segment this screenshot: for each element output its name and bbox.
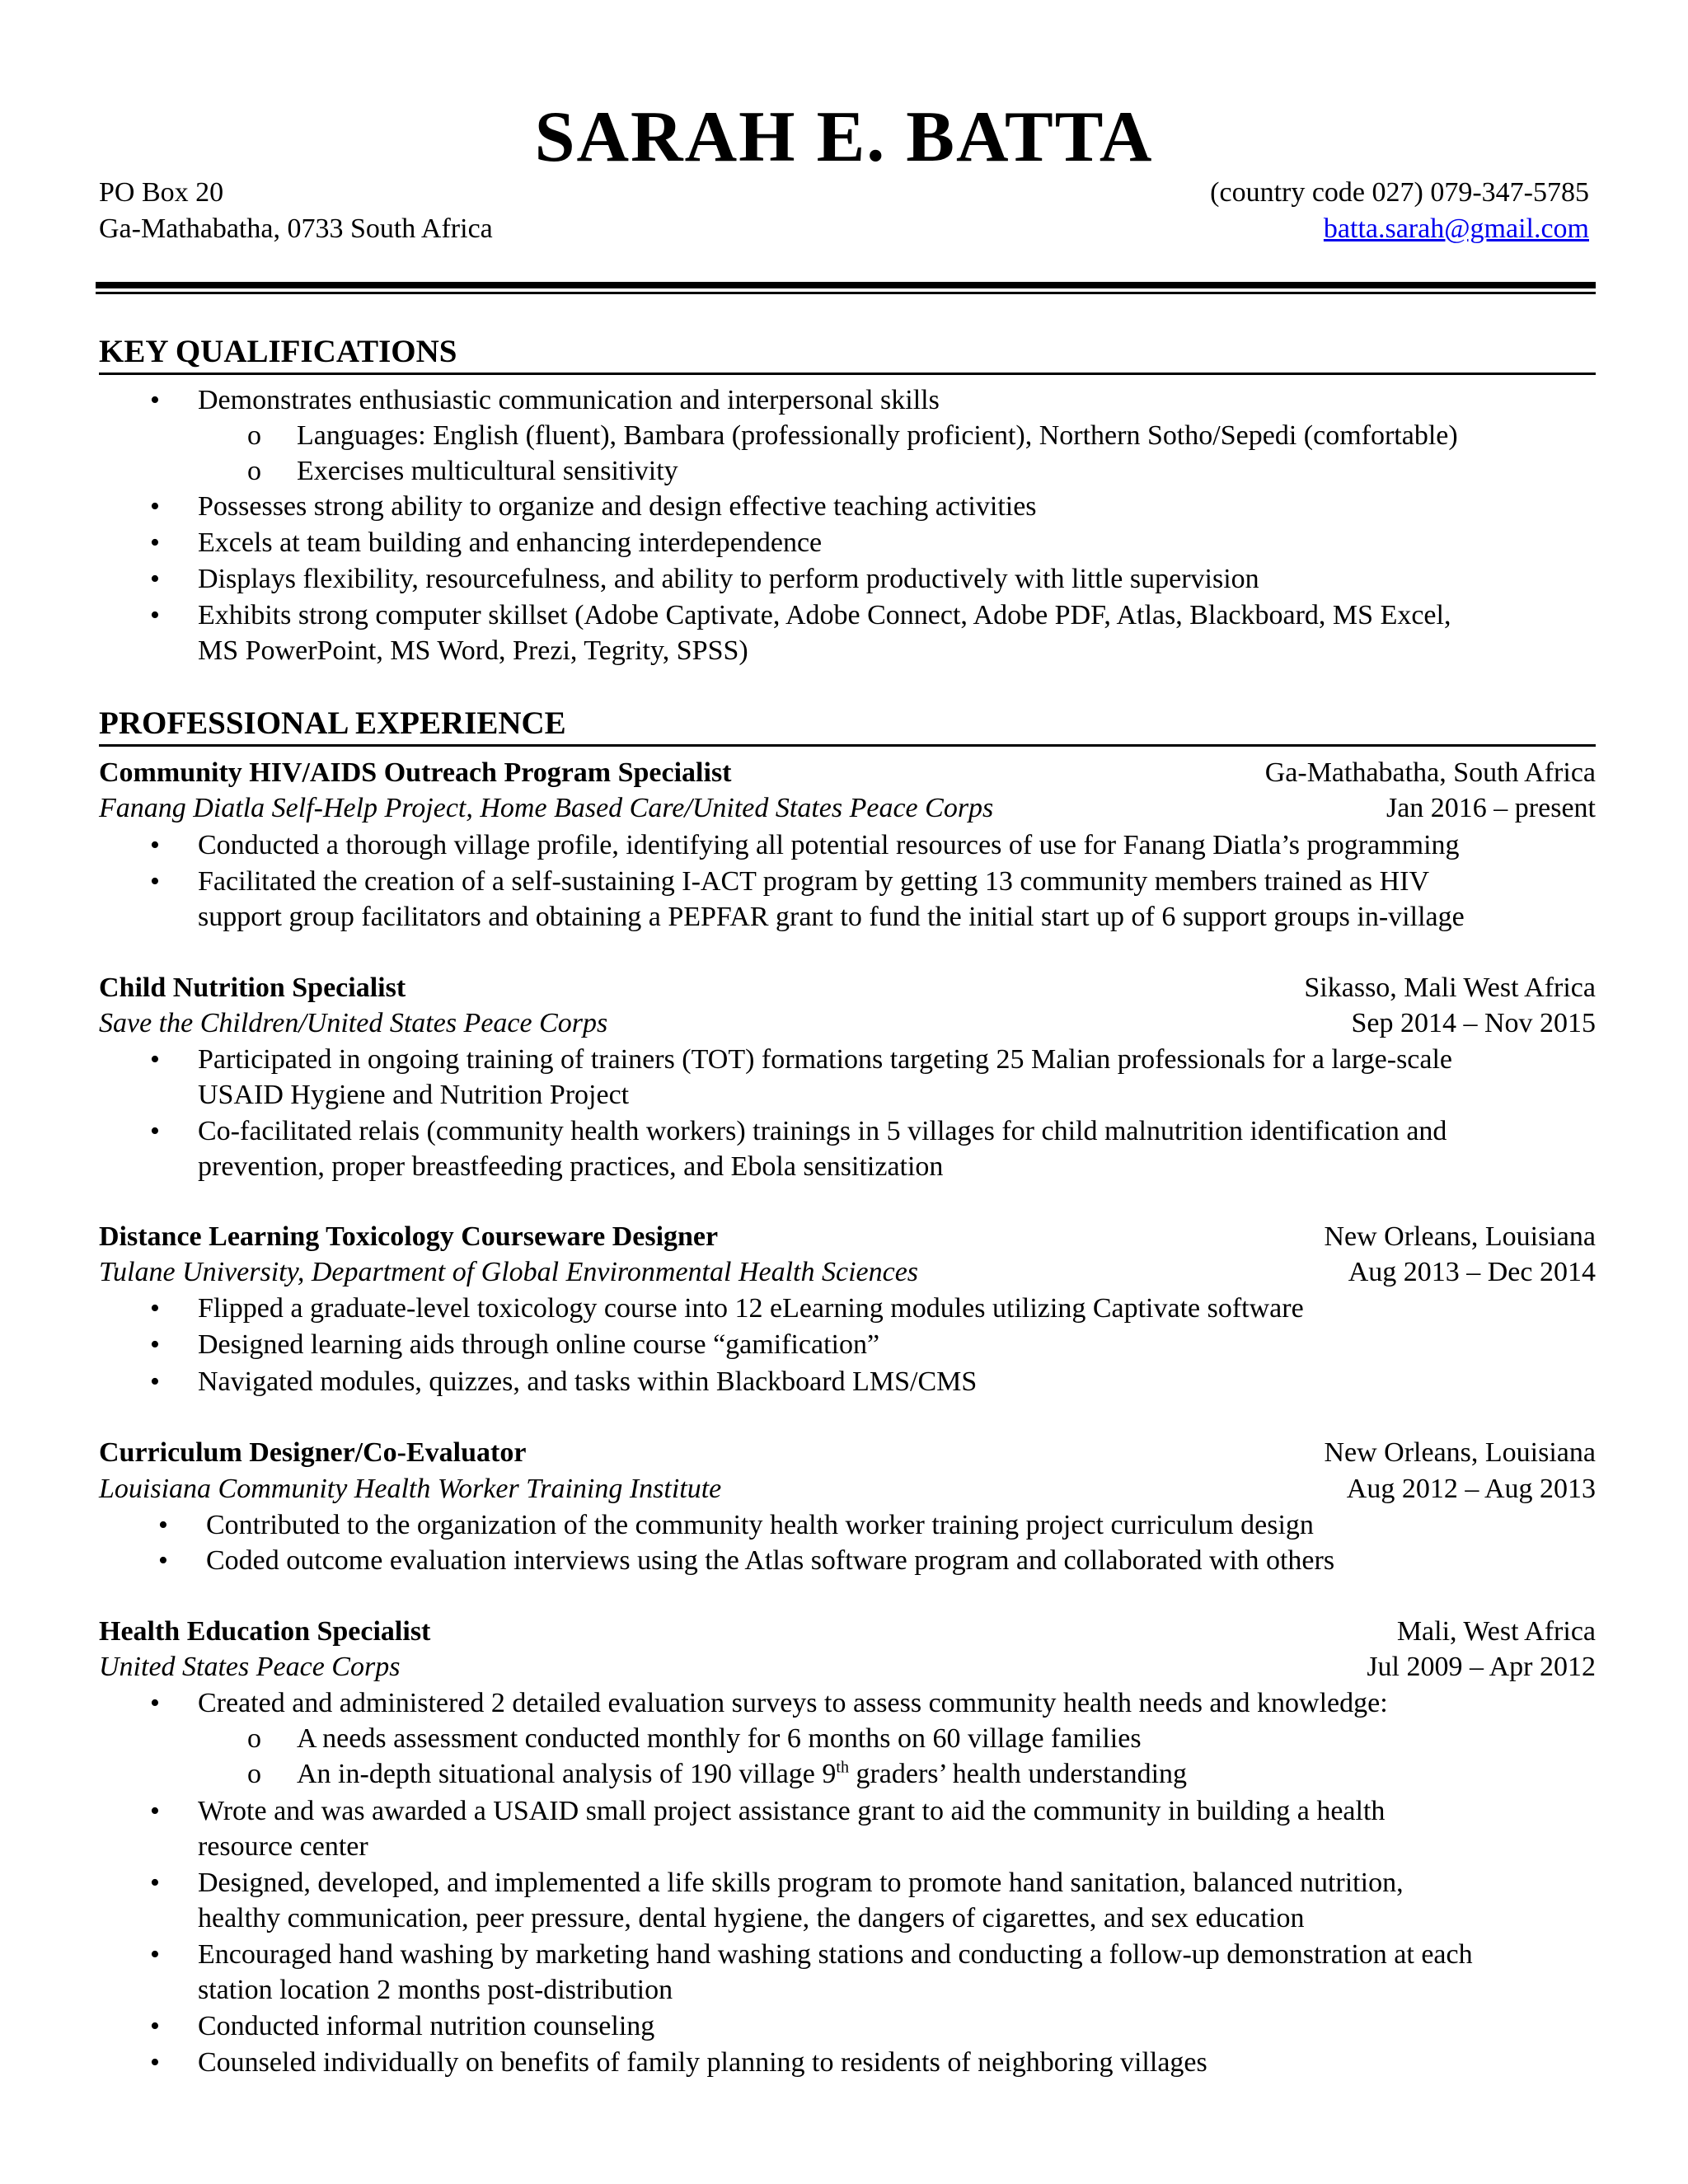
qualification-item: Excels at team building and enhancing interdependence [198, 527, 823, 558]
job-dates: Jan 2016 – present [1386, 793, 1596, 823]
job-title: Health Education Specialist [99, 1616, 431, 1647]
job-duty: Coded outcome evaluation interviews using the Atlas software program and collaborated with others [206, 1545, 1335, 1576]
header-divider-thin [96, 292, 1596, 294]
job-dates: Sep 2014 – Nov 2015 [1351, 1008, 1596, 1038]
job-duty: Co-facilitated relais (community health workers) trainings in 5 villages for child malnutrition identification and [198, 1116, 1447, 1146]
sub-bullet: o [247, 1723, 261, 1754]
qualification-item: Possesses strong ability to organize and design effective teaching activities [198, 491, 1037, 522]
job-duty-subitem [297, 1756, 1187, 1793]
job-organization: United States Peace Corps [99, 1652, 401, 1682]
job-location: New Orleans, Louisiana [1324, 1221, 1596, 1252]
job-dates: Aug 2013 – Dec 2014 [1348, 1257, 1596, 1287]
job-duty: Created and administered 2 detailed evaluation surveys to assess community health needs and knowledge: [198, 1688, 1388, 1718]
job-organization: Louisiana Community Health Worker Training Institute [99, 1474, 722, 1504]
job-title: Child Nutrition Specialist [99, 972, 406, 1003]
job-organization: Fanang Diatla Self-Help Project, Home Based Care/United States Peace Corps [99, 793, 994, 823]
bullet: • [150, 1939, 160, 1970]
bullet: • [150, 1329, 160, 1360]
bullet: • [150, 564, 160, 594]
qualification-item: Exhibits strong computer skillset (Adobe Captivate, Adobe Connect, Adobe PDF, Atlas, Blackboard, MS Excel, [198, 600, 1451, 630]
bullet: • [150, 1688, 160, 1718]
job-duty: Contributed to the organization of the community health worker training project curriculum design [206, 1510, 1314, 1540]
duty-text-continued: graders’ health understanding [848, 1759, 1188, 1789]
header-divider-thick [96, 282, 1596, 288]
job-location: Sikasso, Mali West Africa [1304, 972, 1596, 1003]
job-duty: Designed, developed, and implemented a life skills program to promote hand sanitation, balanced nutrition, [198, 1868, 1404, 1898]
job-duty: Conducted a thorough village profile, identifying all potential resources of use for Fanang Diatla’s programming [198, 830, 1460, 860]
qualification-item-continued: MS PowerPoint, MS Word, Prezi, Tegrity, SPSS) [198, 635, 748, 666]
qualification-item: Displays flexibility, resourcefulness, and ability to perform productively with little supervision [198, 564, 1259, 594]
job-duty-subitem: A needs assessment conducted monthly for 6 months on 60 village families [297, 1723, 1142, 1754]
job-duty-continued: resource center [198, 1831, 368, 1862]
qualification-subitem: Exercises multicultural sensitivity [297, 456, 678, 486]
bullet: • [158, 1510, 168, 1540]
job-duty: Navigated modules, quizzes, and tasks within Blackboard LMS/CMS [198, 1366, 978, 1397]
bullet: • [158, 1545, 168, 1576]
bullet: • [150, 2047, 160, 2078]
job-dates: Aug 2012 – Aug 2013 [1346, 1474, 1596, 1504]
address-line-2: Ga-Mathabatha, 0733 South Africa [99, 213, 493, 244]
job-location: Ga-Mathabatha, South Africa [1264, 757, 1596, 788]
bullet: • [150, 830, 160, 860]
job-duty: Designed learning aids through online course “gamification” [198, 1329, 880, 1360]
phone-number: (country code 027) 079-347-5785 [1210, 177, 1589, 208]
bullet: • [150, 491, 160, 522]
sub-bullet: o [247, 420, 261, 451]
duty-text: An in-depth situational analysis of 190 village 9 [297, 1759, 837, 1789]
bullet: • [150, 1044, 160, 1075]
section-heading-qualifications: KEY QUALIFICATIONS [99, 331, 1596, 375]
qualification-item: Demonstrates enthusiastic communication and interpersonal skills [198, 385, 940, 415]
job-duty-continued: healthy communication, peer pressure, dental hygiene, the dangers of cigarettes, and sex education [198, 1903, 1305, 1933]
job-duty: Participated in ongoing training of trainers (TOT) formations targeting 25 Malian professionals for a large-scale [198, 1044, 1453, 1075]
job-duty: Counseled individually on benefits of family planning to residents of neighboring villages [198, 2047, 1207, 2078]
job-duty: Conducted informal nutrition counseling [198, 2011, 655, 2041]
sub-bullet: o [247, 456, 261, 486]
job-title: Community HIV/AIDS Outreach Program Specialist [99, 757, 732, 788]
ordinal-suffix: th [836, 1758, 849, 1777]
bullet: • [150, 1796, 160, 1826]
bullet: • [150, 600, 160, 630]
job-duty: Wrote and was awarded a USAID small project assistance grant to aid the community in building a health [198, 1796, 1386, 1826]
job-location: Mali, West Africa [1396, 1616, 1596, 1647]
qualification-subitem: Languages: English (fluent), Bambara (professionally proficient), Northern Sotho/Sepedi (comfortable) [297, 420, 1458, 451]
job-organization: Tulane University, Department of Global Environmental Health Sciences [99, 1257, 919, 1287]
job-duty-continued: support group facilitators and obtaining a PEPFAR grant to fund the initial start up of 6 support groups in-village [198, 902, 1465, 932]
job-title: Curriculum Designer/Co-Evaluator [99, 1437, 527, 1468]
job-title: Distance Learning Toxicology Courseware Designer [99, 1221, 719, 1252]
section-heading-experience: PROFESSIONAL EXPERIENCE [99, 703, 1596, 747]
bullet: • [150, 527, 160, 558]
bullet: • [150, 2011, 160, 2041]
bullet: • [150, 385, 160, 415]
bullet: • [150, 866, 160, 897]
email-link[interactable]: batta.sarah@gmail.com [1323, 213, 1589, 244]
job-duty-continued: prevention, proper breastfeeding practices, and Ebola sensitization [198, 1151, 944, 1182]
resume-name: SARAH E. BATTA [534, 97, 1154, 177]
address-line-1: PO Box 20 [99, 177, 224, 208]
bullet: • [150, 1116, 160, 1146]
job-duty-continued: USAID Hygiene and Nutrition Project [198, 1080, 630, 1110]
bullet: • [150, 1868, 160, 1898]
job-organization: Save the Children/United States Peace Corps [99, 1008, 608, 1038]
job-location: New Orleans, Louisiana [1324, 1437, 1596, 1468]
job-duty-continued: station location 2 months post-distribution [198, 1975, 673, 2005]
sub-bullet: o [247, 1759, 261, 1789]
job-duty: Flipped a graduate-level toxicology course into 12 eLearning modules utilizing Captivate software [198, 1293, 1304, 1324]
bullet: • [150, 1293, 160, 1324]
job-duty: Encouraged hand washing by marketing hand washing stations and conducting a follow-up demonstration at each [198, 1939, 1473, 1970]
bullet: • [150, 1366, 160, 1397]
job-dates: Jul 2009 – Apr 2012 [1367, 1652, 1596, 1682]
job-duty: Facilitated the creation of a self-sustaining I-ACT program by getting 13 community members trained as HIV [198, 866, 1430, 897]
